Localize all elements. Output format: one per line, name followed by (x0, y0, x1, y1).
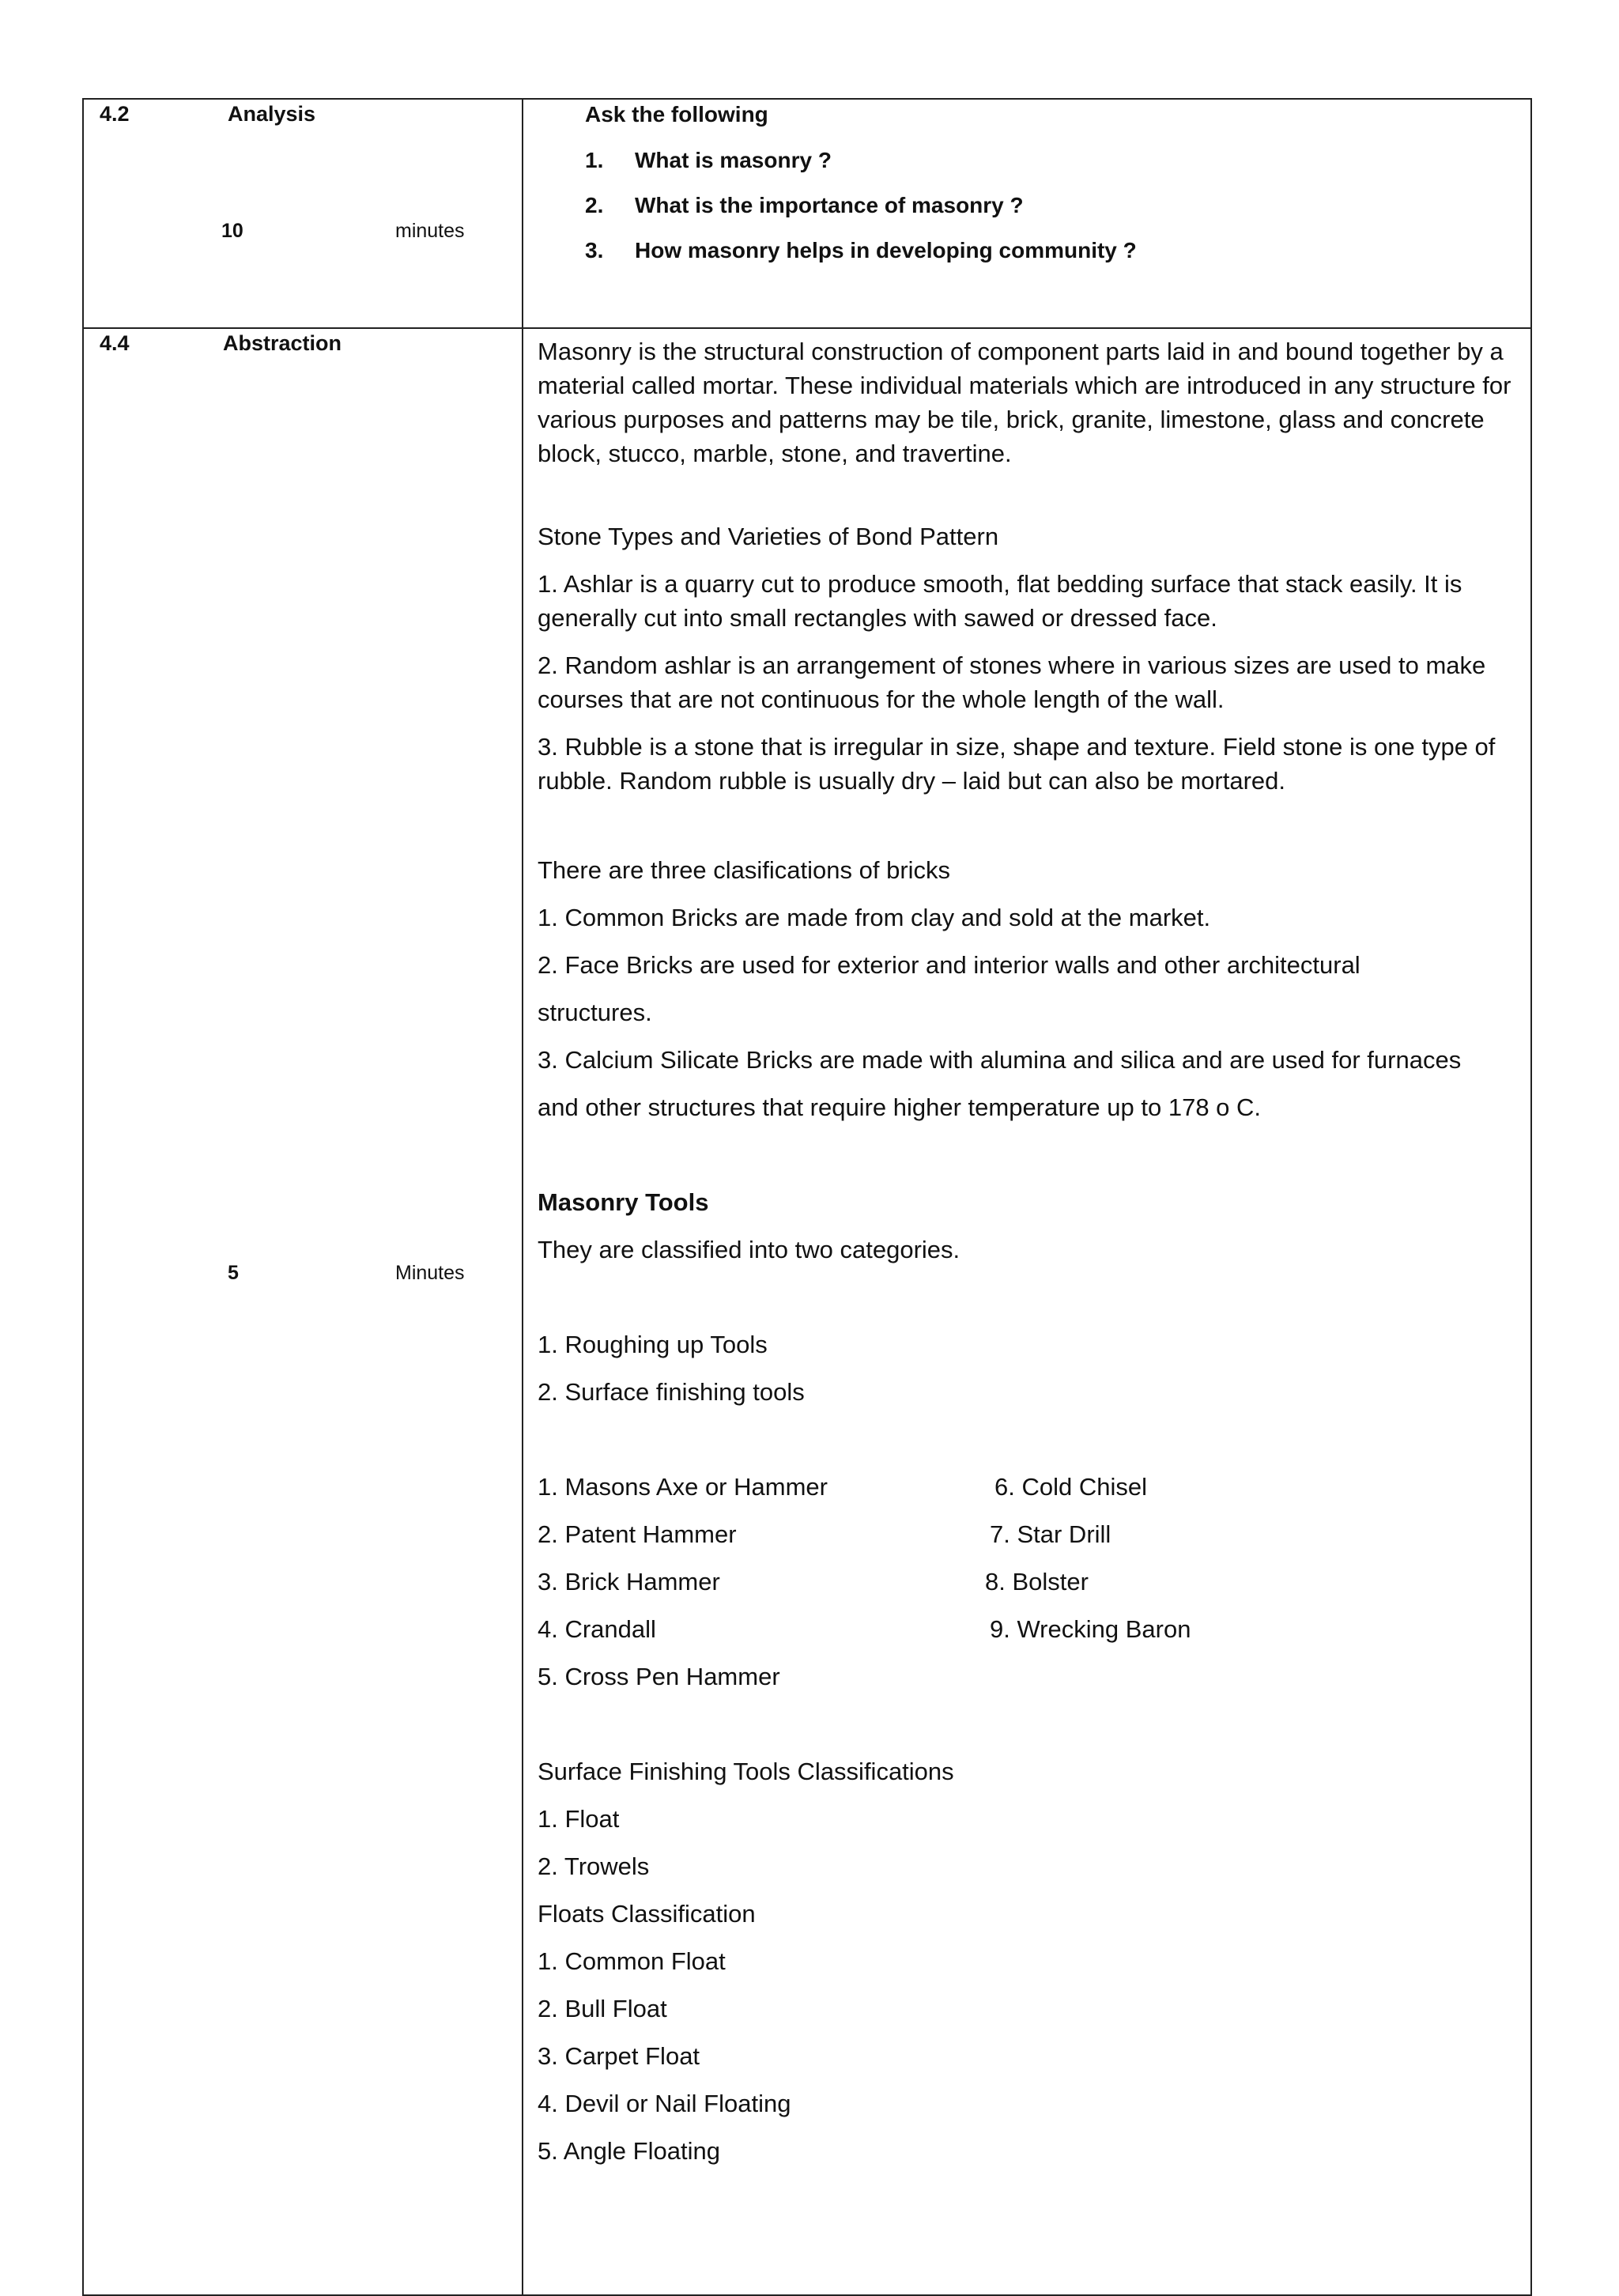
stone-heading: Stone Types and Varieties of Bond Pattern (538, 523, 999, 550)
abstraction-left-cell (84, 329, 523, 2294)
float-item: 1. Common Float (538, 1947, 726, 1975)
float-item: 5. Angle Floating (538, 2137, 720, 2165)
bricks-line: 3. Calcium Silicate Bricks are made with alumina and silica and are used for furnaces (538, 1046, 1462, 1074)
tool-item: 7. Star Drill (990, 1520, 1111, 1548)
tools-list (538, 1463, 1518, 1701)
stone-item: 2. Random ashlar is an arrangement of stones where in various sizes are used to make courses that are not continuous for the whole length of the wall. (538, 651, 1486, 713)
analysis-duration-unit: minutes (395, 220, 465, 242)
surface-heading: Surface Finishing Tools Classifications (538, 1758, 954, 1785)
stone-item: 3. Rubble is a stone that is irregular in size, shape and texture. Field stone is one type of rubble. Random rubble is usually dry – laid but can also be mortared. (538, 733, 1496, 795)
tool-item: 1. Masons Axe or Hammer (538, 1473, 828, 1501)
abstraction-right-cell (523, 329, 1530, 2294)
abstraction-duration-value: 5 (228, 1262, 239, 1284)
analysis-number: 4.2 (100, 102, 130, 126)
surface-item: 1. Float (538, 1805, 620, 1833)
float-item: 3. Carpet Float (538, 2042, 700, 2070)
abstraction-content (538, 334, 1518, 2175)
question-text: How masonry helps in developing community ? (635, 238, 1137, 262)
category-item: 1. Roughing up Tools (538, 1331, 768, 1358)
tool-item: 6. Cold Chisel (994, 1473, 1147, 1501)
tool-item: 3. Brick Hammer (538, 1568, 720, 1595)
abstraction-number: 4.4 (100, 331, 130, 355)
stone-item: 1. Ashlar is a quarry cut to produce smooth, flat bedding surface that stack easily. It is generally cut into small rectangles with sawed or dressed face. (538, 570, 1462, 632)
masonry-intro: Masonry is the structural construction of component parts laid in and bound together by a material called mortar. These individual materials which are introduced in any structure for various purposes and patterns may be tile, brick, granite, limestone, glass and concrete block, stucco, marble, stone, and travertine. (538, 338, 1511, 467)
question-item (585, 148, 832, 173)
question-item (585, 238, 1137, 263)
analysis-title: Analysis (228, 102, 316, 126)
abstraction-row (84, 327, 1530, 2294)
bricks-heading: There are three clasifications of bricks (538, 856, 951, 884)
float-item: 4. Devil or Nail Floating (538, 2090, 791, 2117)
bricks-line: 1. Common Bricks are made from clay and sold at the market. (538, 904, 1211, 931)
bricks-line: 2. Face Bricks are used for exterior and interior walls and other architectural (538, 951, 1360, 979)
question-text: What is the importance of masonry ? (635, 193, 1024, 217)
tool-item: 5. Cross Pen Hammer (538, 1663, 780, 1690)
analysis-heading: Ask the following (585, 102, 768, 127)
analysis-right-cell (523, 100, 1530, 327)
tool-item: 4. Crandall (538, 1615, 656, 1643)
category-item: 2. Surface finishing tools (538, 1378, 805, 1406)
analysis-duration-value: 10 (221, 220, 243, 242)
float-item: 2. Bull Float (538, 1995, 667, 2022)
floats-heading: Floats Classification (538, 1900, 756, 1928)
surface-item: 2. Trowels (538, 1852, 650, 1880)
analysis-left-cell (84, 100, 523, 327)
tools-heading: Masonry Tools (538, 1188, 709, 1216)
question-item (585, 193, 1024, 218)
abstraction-duration-unit: Minutes (395, 1262, 465, 1284)
bricks-line: and other structures that require higher temperature up to 178 o C. (538, 1093, 1262, 1121)
question-number: 2. (585, 193, 604, 217)
abstraction-title: Abstraction (223, 331, 342, 355)
lesson-table (82, 98, 1532, 2296)
tool-item: 2. Patent Hammer (538, 1520, 737, 1548)
tool-item: 9. Wrecking Baron (990, 1615, 1191, 1643)
question-number: 3. (585, 238, 604, 262)
bricks-line: structures. (538, 999, 652, 1026)
question-text: What is masonry ? (635, 148, 832, 172)
tools-intro: They are classified into two categories. (538, 1236, 960, 1263)
question-number: 1. (585, 148, 604, 172)
tool-item: 8. Bolster (985, 1568, 1089, 1595)
analysis-row (84, 100, 1530, 327)
